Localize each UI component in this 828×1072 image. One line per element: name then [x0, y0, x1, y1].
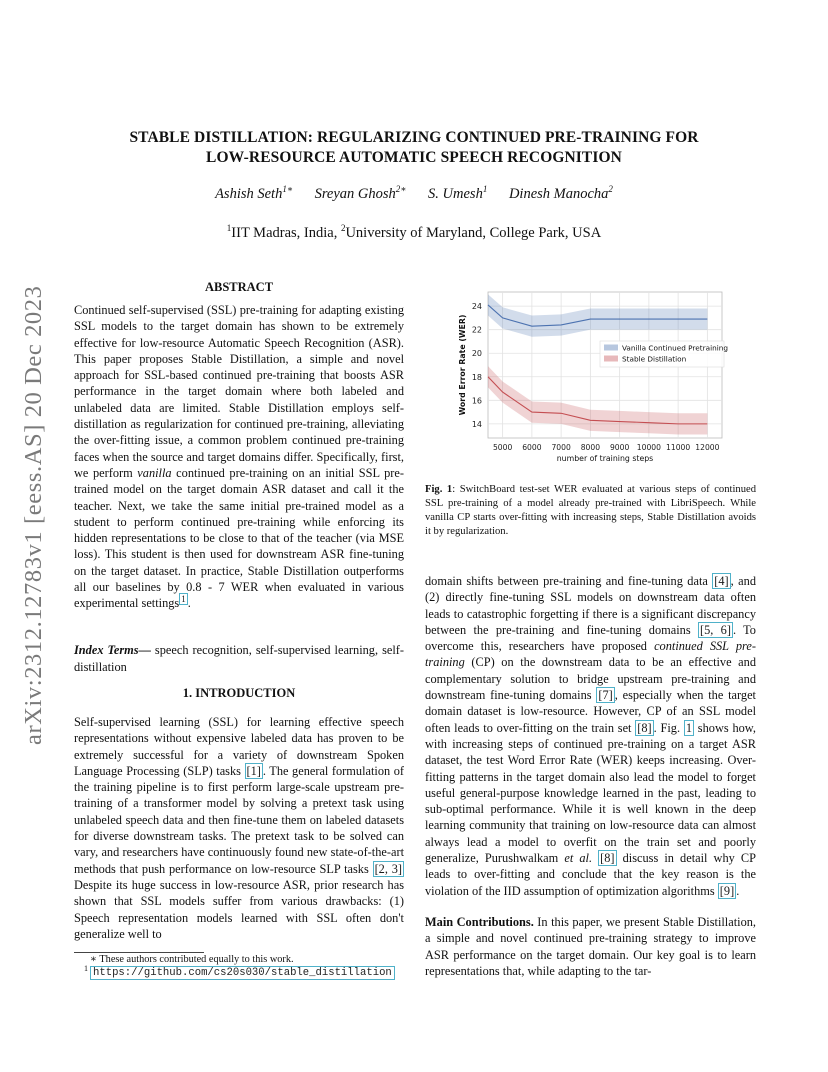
figure-link[interactable]: 1: [685, 720, 693, 735]
x-tick-label: 7000: [551, 443, 571, 452]
author-list: [60, 186, 768, 203]
title-line-1: STABLE DISTILLATION: REGULARIZING CONTINUED PRE-TRAINING FOR: [129, 129, 699, 146]
citation-link[interactable]: [2, 3]: [374, 861, 402, 876]
x-tick-label: 10000: [636, 443, 661, 452]
x-tick-label: 5000: [492, 443, 513, 452]
citation-link[interactable]: [7]: [598, 688, 613, 703]
citation-link[interactable]: [8]: [600, 851, 615, 866]
author: S. Umesh$^1$: [428, 184, 488, 202]
x-tick-label: 8000: [580, 443, 601, 452]
introduction-heading: 1. INTRODUCTION: [182, 686, 296, 700]
legend-label: Vanilla Continued Pretraining: [622, 343, 729, 353]
paper-title: [60, 128, 768, 168]
x-tick-label: 12000: [695, 443, 720, 452]
y-tick-label: 22: [471, 325, 482, 335]
abstract-heading: ABSTRACT: [204, 280, 274, 294]
y-tick-label: 20: [471, 349, 482, 359]
legend-swatch: [604, 356, 618, 362]
author: Dinesh Manocha$^2$: [508, 184, 613, 202]
footnote-number: 1: [84, 964, 88, 973]
arxiv-side-stamp: arXiv:2312.12783v1 [eess.AS] 20 Dec 2023: [20, 285, 47, 745]
abstract-text: Continued self-supervised (SSL) pre-training for adapting existing SSL models to the target domain has shown to be extremely effective for low-resource Automatic Speech Recognition (ASR). This paper proposes Stable Distillation, a simple and novel approach for SSL-based continued pre-training that boosts ASR performance in the target domain where both labeled and unlabeled data are limited. Stable Distillation employs self-distillation as regularization for continued pre-training, alleviating the over-fitting issue, a common problem continued pre-training faces when the source and target domains differ. Specifically, first, we perform vanilla continued pre-training on an initial SSL pre-trained model on the target domain ASR dataset and call it the teacher. Next, we take the same initial pre-trained model as a student to perform continued pre-training while enforcing its hidden representations to be close to that of the teacher (via MSE loss). This student is then used for downstream ASR fine-tuning on the target dataset. In practice, Stable Distillation outperforms all our baselines by 0.8 - 7 WER when evaluated in various experimental settings $^1$ .: [74, 303, 404, 611]
code-url-link[interactable]: https://github.com/cs20s030/stable_distillation: [90, 966, 395, 980]
citation-link[interactable]: [1]: [246, 763, 261, 778]
legend-label: Stable Distillation: [622, 354, 687, 364]
x-tick-label: 9000: [609, 443, 630, 452]
author: Sreyan Ghosh$^{2∗}$: [314, 184, 407, 202]
right-column-paragraph: domain shifts between pre-training and fine-tuning data [4] , and (2) directly fine-tuning SSL models on downstream data often leads to catastrophic forgetting if there is a significant discrepancy between the pre-training and fine-tuning domains [5, 6] . To overcome this, researchers have proposed continued SSL pre-training (CP) on the downstream data to be an effective and complementary solution to bridge upstream pre-training and downstream fine-tuning domains [7] , especially when the target domain dataset is low-resource. However, CP of an SSL model often leads to over-fitting on the train set [8] . Fig. 1 shows how, with increasing steps of continued pre-training on a target ASR dataset, the test Word Error Rate (WER) keeps increasing. Over-fitting patterns in the target domain also lead the model to forget useful general-purpose knowledge learned in the past, leading to sub-optimal performance. While it is well known in the deep learning community that training on low-resource data can almost always lead a model to overfit on the train set and poorly generalize, Purushwalkam et al. [8] discuss in detail why CP leads to over-fitting and conclude that the key reason is the violation of the IID assumption of optimization algorithms [9] .: [425, 574, 756, 898]
citation-link[interactable]: [5, 6]: [699, 622, 731, 637]
footnote-equal-contribution: ∗ These authors contributed equally to this work.: [90, 954, 294, 965]
affiliations: $^1$IIT Madras, India, $^2$University of Maryland, College Park, USA: [226, 223, 602, 241]
x-tick-label: 6000: [522, 443, 542, 452]
title-line-2: LOW-RESOURCE AUTOMATIC SPEECH RECOGNITION: [206, 149, 622, 166]
author: Ashish Seth$^{1∗}$: [215, 184, 293, 202]
figure-caption: Fig. 1: SwitchBoard test-set WER evaluated at various steps of continued SSL pre-training of a model already pre-trained with LibriSpeech. While vanilla CP starts over-fitting with increasing steps, Stable Distillation avoids it by regularization.: [425, 484, 756, 537]
y-tick-label: 14: [471, 419, 482, 429]
footnote-link[interactable]: 1: [181, 594, 186, 605]
y-tick-label: 16: [471, 396, 482, 406]
citation-link[interactable]: [4]: [714, 574, 729, 588]
wer-line-chart: [452, 286, 732, 468]
intro-paragraph: Self-supervised learning (SSL) for learning effective speech representations without expensive labeled data has proven to be extremely successful for a variety of downstream Spoken Language Processing (SLP) tasks [1] . The general formulation of the training pipeline is to first perform large-scale upstream pre-training of a transformer model by solving a pretext task using unlabeled speech data and then fine-tune them on labeled datasets for diverse downstream tasks. The pretext task to be solved can vary, and researchers have continuously found new state-of-the-art methods that push performance on low-resource SLP tasks [2, 3] Despite its huge success in low-resource ASR, prior research has shown that SSL models suffer from various drawbacks: (1) Speech representation models learned with SSL often don't generalize well to: [74, 715, 405, 941]
index-terms: Index Terms— speech recognition, self-supervised learning, self-distillation: [74, 643, 404, 674]
citation-link[interactable]: [9]: [719, 883, 735, 898]
legend-swatch: [604, 345, 618, 351]
y-axis-label: Word Error Rate (WER): [458, 314, 467, 416]
citation-link[interactable]: [8]: [637, 720, 652, 735]
y-tick-label: 24: [471, 302, 482, 312]
y-tick-label: 18: [471, 372, 482, 382]
x-axis-label: number of training steps: [556, 454, 654, 463]
x-tick-label: 11000: [666, 443, 691, 452]
main-contributions-paragraph: Main Contributions. In this paper, we present Stable Distillation, a simple and novel continued pre-training strategy to improve ASR performance on the target domain. Our key goal is to learn representations that, while adapting to the tar-: [425, 915, 756, 978]
